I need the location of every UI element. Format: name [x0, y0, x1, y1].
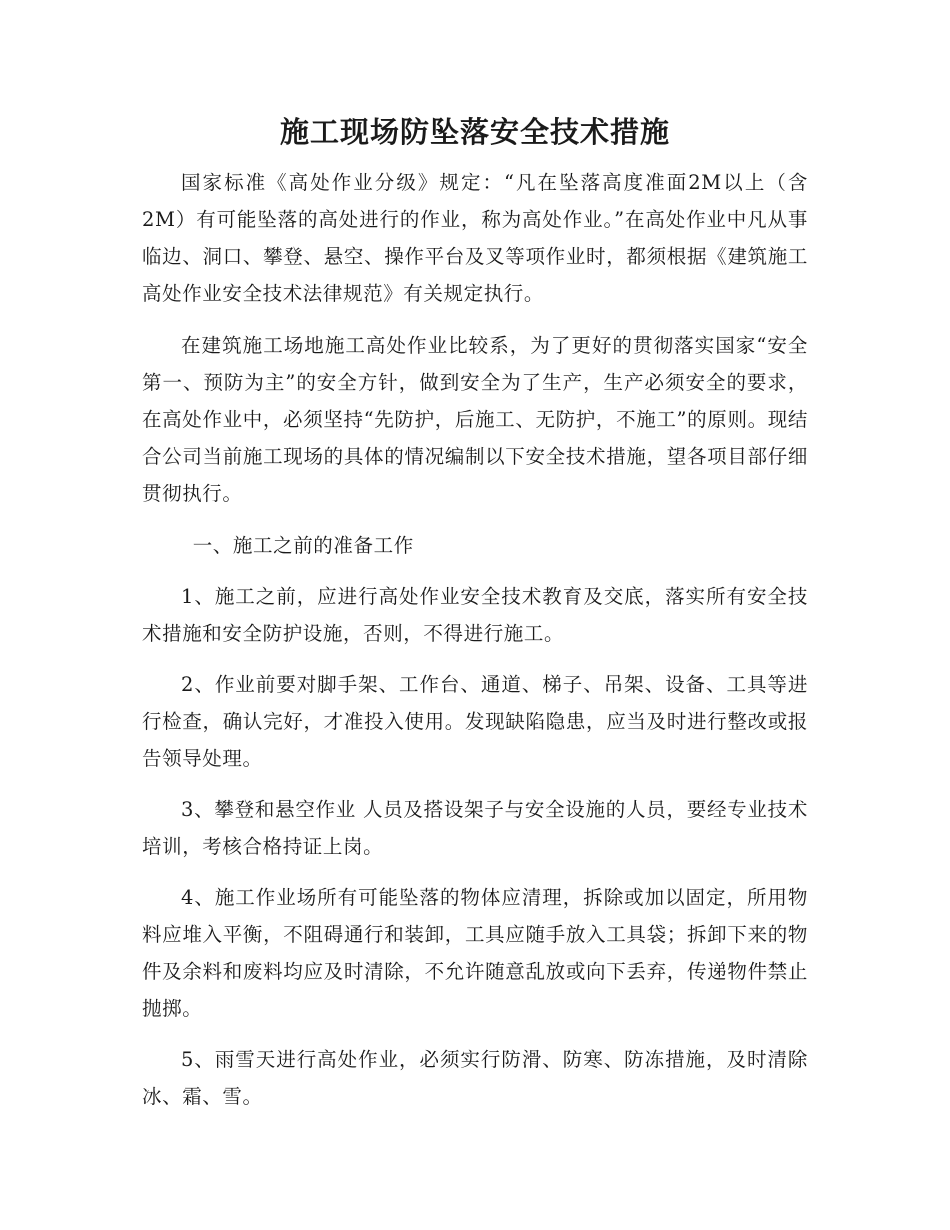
list-item: 4、施工作业场所有可能坠落的物体应清理，拆除或加以固定，所用物料应堆入平衡，不阻碍通行和装卸，工具应随手放入工具袋；拆卸下来的物件及余料和废料均应及时清除，不允许随意乱放或向下丢弃，传递物件禁止抛掷。 — [142, 886, 808, 1020]
intro-paragraph-2: 在建筑施工场地施工高处作业比较系，为了更好的贯彻落实国家“安全第一、预防为主”的安全方针，做到安全为了生产，生产必须安全的要求，在高处作业中，必须坚持“先防护，后施工、无防护，不施工”的原则。现结合公司当前施工现场的具体的情况编制以下安全技术措施，望各项目部仔细贯彻执行。 — [142, 334, 808, 505]
list-item: 1、施工之前，应进行高处作业安全技术教育及交底，落实所有安全技术措施和安全防护设施，否则，不得进行施工。 — [142, 585, 808, 645]
document-body — [142, 164, 808, 1129]
intro-paragraph-1: 国家标准《高处作业分级》规定：“凡在坠落高度准面2M以上（含2M）有可能坠落的高处进行的作业，称为高处作业。”在高处作业中凡从事临边、洞口、攀登、悬空、操作平台及叉等项作业时，都须根据《建筑施工高处作业安全技术法律规范》有关规定执行。 — [142, 171, 808, 305]
list-item: 2、作业前要对脚手架、工作台、通道、梯子、吊架、设备、工具等进行检查，确认完好，才准投入使用。发现缺陷隐患，应当及时进行整改或报告领导处理。 — [142, 673, 808, 770]
list-item: 5、雨雪天进行高处作业，必须实行防滑、防寒、防冻措施，及时清除冰、霜、雪。 — [142, 1048, 808, 1108]
section-heading: 一、施工之前的准备工作 — [192, 534, 414, 557]
document-title: 施工现场防坠落安全技术措施 — [279, 115, 670, 149]
list-item: 3、攀登和悬空作业 人员及搭设架子与安全设施的人员，要经专业技术培训，考核合格持证上岗。 — [142, 798, 808, 858]
